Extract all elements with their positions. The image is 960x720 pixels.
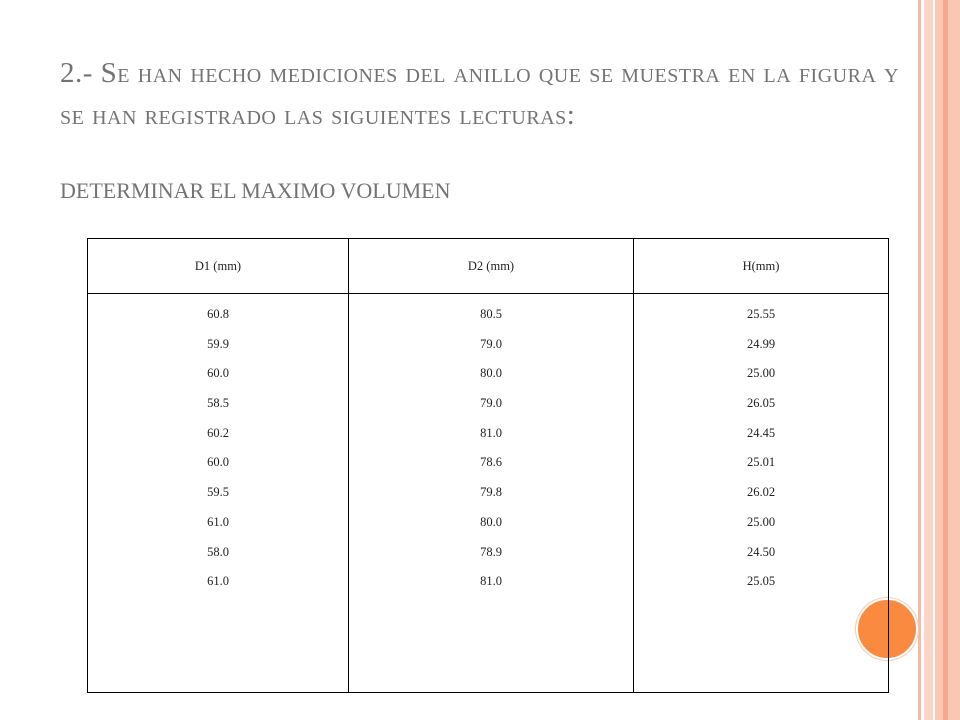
cell-value: 60.8: [207, 307, 229, 321]
cell-value: 25.01: [746, 455, 776, 470]
cell-value: 26.05: [746, 396, 776, 411]
column-d1: [88, 294, 349, 693]
cell-value: 60.0: [207, 366, 229, 381]
cell-value: 58.5: [207, 396, 229, 411]
cell-value: 61.0: [207, 574, 229, 589]
cell-value: 25.05: [746, 574, 776, 589]
cell-value: 25.55: [746, 307, 776, 321]
cell-value: 81.0: [480, 425, 502, 440]
decorative-stripe: [918, 0, 921, 720]
cell-value: 61.0: [207, 514, 229, 529]
cell-value: 78.6: [480, 455, 502, 470]
cell-value: 80.5: [480, 307, 502, 321]
cell-value: 25.00: [746, 366, 776, 381]
cell-value: 24.50: [746, 544, 776, 559]
cell-value: 25.00: [746, 514, 776, 529]
cell-value: 58.0: [207, 544, 229, 559]
column-d2: [349, 294, 634, 693]
cell-value: 59.9: [207, 336, 229, 351]
cell-value: 80.0: [480, 514, 502, 529]
cell-value: 24.45: [746, 425, 776, 440]
cell-value: 80.0: [480, 366, 502, 381]
header-d2: D2 (mm): [349, 239, 634, 294]
column-h: [634, 294, 889, 693]
table-row: [88, 294, 889, 693]
cell-value: 24.99: [746, 336, 776, 351]
cell-value: 78.9: [480, 544, 502, 559]
slide-title: 2.- Se han hecho mediciones del anillo que se muestra en la figura y se han registrado las siguientes lecturas:: [60, 57, 900, 131]
header-d1: D1 (mm): [88, 239, 349, 294]
decorative-stripe: [943, 0, 948, 720]
cell-value: 79.8: [480, 485, 502, 500]
slide-subtitle: DETERMINAR EL MAXIMO VOLUMEN: [60, 178, 451, 203]
cell-value: 60.0: [207, 455, 229, 470]
cell-value: 60.2: [207, 425, 229, 440]
cell-value: 79.0: [480, 336, 502, 351]
cell-value: 81.0: [480, 574, 502, 589]
measurements-table: [87, 238, 889, 693]
cell-value: 79.0: [480, 396, 502, 411]
decorative-stripe: [924, 0, 933, 720]
cell-value: 26.02: [746, 485, 776, 500]
table-header-row: [88, 239, 889, 294]
header-h: H(mm): [634, 239, 889, 294]
cell-value: 59.5: [207, 485, 229, 500]
